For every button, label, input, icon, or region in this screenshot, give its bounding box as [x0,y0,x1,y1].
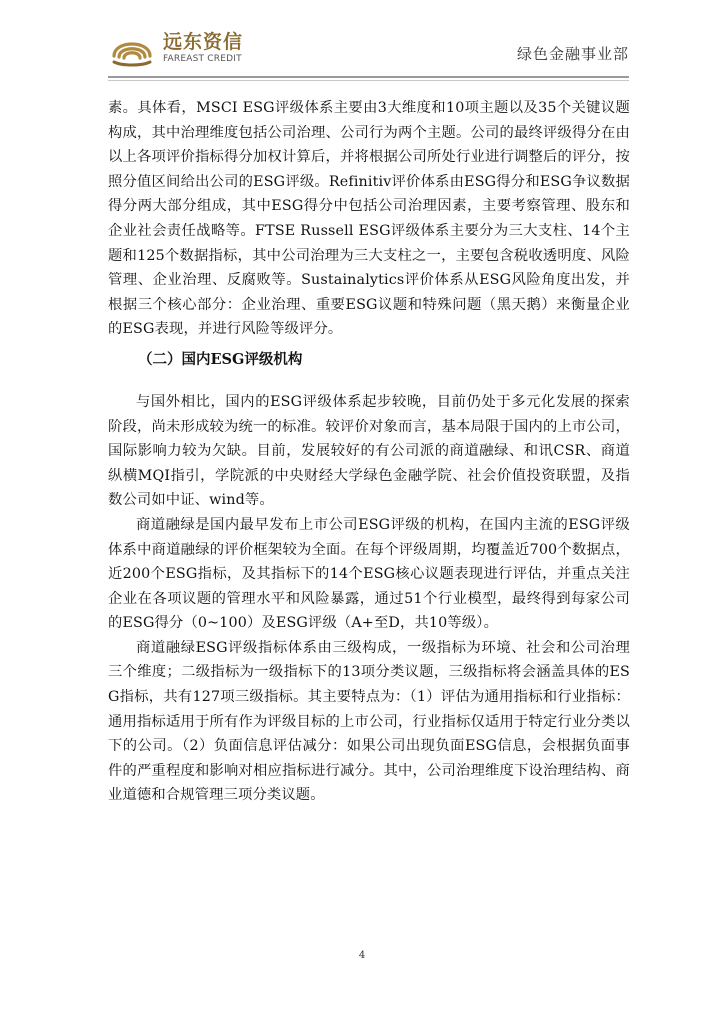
paragraph-syntao-green-finance: 商道融绿是国内最早发布上市公司ESG评级的机构，在国内主流的ESG评级体系中商道融绿的评价框架较为全面。在每个评级周期，均覆盖近700个数据点，近200个ESG指标，及其指标下的14个ESG核心议题表现进行评估，并重点关注企业在各项议题的管理水平和风险暴露，通过51个行业模型，最终得到每家公司的ESG得分（0~100）及ESG评级（A+至D，共10等级）。 [108,516,630,632]
paragraph-domestic-overview: 与国外相比，国内的ESG评级体系起步较晚，目前仍处于多元化发展的探索阶段，尚未形成较为统一的标准。较评价对象而言，基本局限于国内的上市公司，国际影响力较为欠缺。目前，发展较好的有公司派的商道融绿、和讯CSR、商道纵横MQI指引，学院派的中央财经大学绿色金融学院、社会价值投资联盟，及指数公司如中证、wind等。 [108,393,630,509]
heading-spacer [108,378,630,390]
paragraph-international-esg-systems: 素。具体看，MSCI ESG评级体系主要由3大维度和10项主题以及35个关键议题构成，其中治理维度包括公司治理、公司行为两个主题。公司的最终评级得分在由以上各项评价指标得分加权计算后，并将根据公司所处行业进行调整后的评分，按照分值区间给出公司的ESG评级。Refinitiv评价体系由ESG得分和ESG争议数据得分两大部分组成，其中ESG得分中包括公司治理因素，主要考察管理、股东和企业社会责任战略等。FTSE Russell ESG评级体系主要分为三大支柱、14个主题和125个数据指标，其中公司治理为三大支柱之一，主要包含税收透明度、风险管理、企业治理、反腐败等。Sustainalytics评价体系从ESG风险角度出发，并根据三个核心部分：企业治理、重要ESG议题和特殊问题（黑天鹅）来衡量企业的ESG表现，并进行风险等级评分。 [108,100,630,338]
page-number: 4 [358,950,366,961]
header-divider-thin [108,80,629,81]
paragraph-syntao-indicator-system: 商道融绿ESG评级指标体系由三级构成，一级指标为环境、社会和公司治理三个维度；二级指标为一级指标下的13项分类议题，三级指标将会涵盖具体的ESG指标，共有127项三级指标。其主要特点为：（1）评估为通用指标和行业指标：通用指标适用于所有作为评级目标的上市公司，行业指标仅适用于特定行业分类以下的公司。（2）负面信息评估减分：如果公司出现负面ESG信息，会根据负面事件的严重程度和影响对相应指标进行减分。其中，公司治理维度下设治理结构、商业道德和合规管理三项分类议题。 [108,639,630,804]
fareast-credit-logo-icon [108,26,156,74]
brand-name-chinese: 远东资信 [163,31,244,53]
brand-name-english: FAREAST CREDIT [163,54,242,64]
department-label: 绿色金融事业部 [516,45,629,63]
section-heading-domestic-esg: （二）国内ESG评级机构 [138,350,303,368]
page-header [0,0,724,90]
header-divider [108,76,629,78]
document-body [108,96,630,808]
